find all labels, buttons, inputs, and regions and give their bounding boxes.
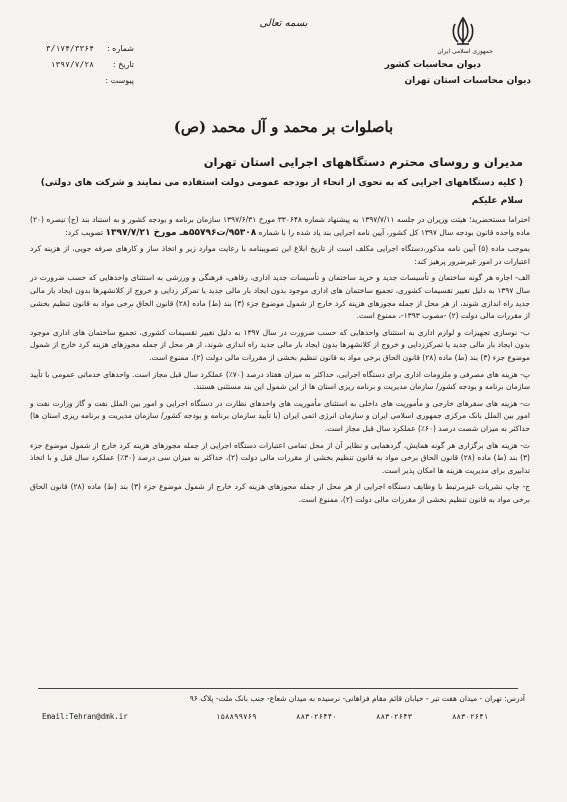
article-paragraph: بموجب ماده (۵) آیین نامه مذکور،دستگاه اجرایی مکلف است از تاریخ ابلاغ این تصویبنامه با رعایت موارد زیر و اتخاذ ساز و کارهای صرفه جویی، از هزینه کرد اعتبارات در امور غیرضرور پرهیز کند: (30, 244, 530, 266)
meta-date: تاریخ :۱۳۹۷/۷/۲۸ (50, 60, 134, 69)
basmala: بسمه تعالی (259, 18, 308, 29)
org-branch: دیوان محاسبات استان تهران (404, 76, 531, 86)
addressee-title: مدیران و روسای محترم دستگاههای اجرایی استان تهران (203, 155, 523, 169)
meta-number: شماره :۳/۱۷۴/۳۳۶۴ (45, 44, 134, 53)
footer-contact (40, 712, 518, 724)
footer-phone: ۸۸۳۰۲۶۴۱ (452, 712, 489, 721)
footer-email: Email:Tehran@dmk.ir (42, 712, 128, 721)
meta-attachment: پیوست : (105, 76, 134, 85)
org-name: دیوان محاسبات کشور (384, 60, 481, 70)
clause-alef: الف- اجاره هر گونه ساختمان و تأسیسات جدید و خرید ساختمان و تأسیسات جدید اداری، رفاهی، فرهنگی و ورزشی به استثنای واحدهایی که حسب ضرورت در سال ۱۳۹۷ به دلیل تغییر تقسیمات کشوری، تجمیع ساختمان های اداری موجود بدون ایجاد بار مالی جدید یا تمرکز زدایی و خروج از کلانشهرها بدون ایجاد بار مالی جدید راه اندازی شوند، از هر محل از جمله مجوزهای هزینه کرد خارج از شمول موضوع جزء (۳) بند (ط) ماده (۲۸) قانون الحاق برخی مواد به قانون تنظیم بخشی از مقررات مالی دولت (۲) -مصوب ۱۳۹۳-، ممنوع است. (30, 273, 530, 321)
footer-divider (38, 688, 518, 689)
footer-phone: ۸۸۳۰۲۶۴۳ (376, 712, 413, 721)
greeting: سلام علیکم (471, 196, 523, 206)
footer-phone: ۱۵۸۸۹۹۷۶۹ (216, 712, 257, 721)
letter-body (30, 214, 530, 506)
approval-number: ۹۵۳۰۸/ت۵۵۷۹۶هـ مورخ ۱۳۹۷/۷/۲۱ (105, 227, 257, 238)
clause-pe: پ- هزینه های مصرفی و ملزومات اداری برای دستگاه اجرایی، حداکثر به میزان هفتاد درصد (۷۰٪) عملکرد سال قبل مجاز است. واحدهای خدماتی عمومی با تأیید سازمان برنامه و بودجه کشور/ سازمان مدیریت و برنامه ریزی استان ها از این شمول این بند مستثنی هستند. (30, 369, 530, 392)
footer-phone: ۸۸۳۰۲۶۴۴۰ (296, 712, 337, 721)
clause-jim: ج- چاپ نشریات غیرمرتبط با وظایف دستگاه اجرایی از هر محل از جمله مجوزهای هزینه کرد خارج از شمول موضوع جزء (۳) بند (ط) ماده (۲۸) قانون الحاق برخی مواد به قانون تنظیم بخشی از مقررات مالی دولت (۲)، ممنوع است. (30, 482, 530, 504)
intro-paragraph: احتراما مستحضرید؛ هیئت وزیران در جلسه ۱۳۹۷/۷/۱۱ به پیشنهاد شماره ۳۳۰۶۴۸ مورخ ۱۳۹۷/۶/۳۱ سازمان برنامه و بودجه کشور و به استناد بند (ج) تبصره (۲۰) ماده واحده قانون بودجه سال ۱۳۹۷ کل کشور، آیین نامه اجرایی بند یاد شده را با شماره ۹۵۳۰۸/ت۵۵۷۹۶هـ مورخ ۱۳۹۷/۷/۲۱ تصویب کرد: (30, 215, 530, 238)
clause-te: ت- هزینه های سفرهای خارجی و مأموریت های داخلی به استثنای مأموریت های واحدهای نظارت در دستگاه اجرایی و امور بین الملل نفت و گاز وزارت نفت و امور بین الملل بانک مرکزی جمهوری اسلامی ایران و سازمان انرژی اتمی ایران (با تأیید سازمان برنامه و بودجه کشور/ سازمان مدیریت و برنامه ریزی استان ها) حداکثر به میزان شصت درصد (۶۰٪) عملکرد سال قبل مجاز است. (30, 398, 530, 433)
iran-emblem-icon (445, 14, 481, 50)
footer-address: آدرس: تهران - میدان هفت تیر - خیابان قائم مقام فراهانی- نرسیده به میدان شعاع- جنب بانک ملت- پلاک ۹۶ (189, 694, 525, 703)
org-country: جمهوری اسلامی ایران (437, 48, 493, 55)
salawat-heading: باصلوات بر محمد و آل محمد (ص) (173, 118, 394, 136)
clause-be: ب- نوسازی تجهیزات و لوازم اداری به استثنای واحدهایی که حسب ضرورت در سال ۱۳۹۷ به دلیل تغییر تقسیمات کشوری، تجمیع ساختمان های اداری موجود بدون ایجاد بار مالی جدید یا تمرکززدایی و خروج از کلانشهرها بدون ایجاد بار مالی جدید راه اندازی شوند، از هر محل از جمله مجوزهای هزینه کرد خارج از شمول موضوع جزء (۳) بند (ط) ماده (۲۸) قانون الحاق برخی مواد به قانون تنظیم بخشی از مقررات مالی دولت (۲)، ممنوع است. (30, 327, 530, 362)
addressee-subtitle: ( کلیه دستگاههای اجرایی که به نحوی از انحاء از بودجه عمومی دولت استفاده می نمایند و شرکت های دولتی) (40, 178, 523, 188)
clause-se: ث- هزینه های برگزاری هر گونه همایش، گردهمایی و نظایر آن از محل تمامی اعتبارات دستگاه اجرایی از جمله مجوزهای هزینه کرد خارج از شمول موضوع جزء (۳) بند (ط) ماده (۲۸) قانون الحاق برخی مواد به قانون تنظیم بخشی از مقررات مالی دولت (۲)، حداکثر به میزان سی درصد (۳۰٪) عملکرد سال قبل و با اتخاذ تدابیری برای مدیریت هزینه ها امکان پذیر است. (30, 440, 530, 475)
